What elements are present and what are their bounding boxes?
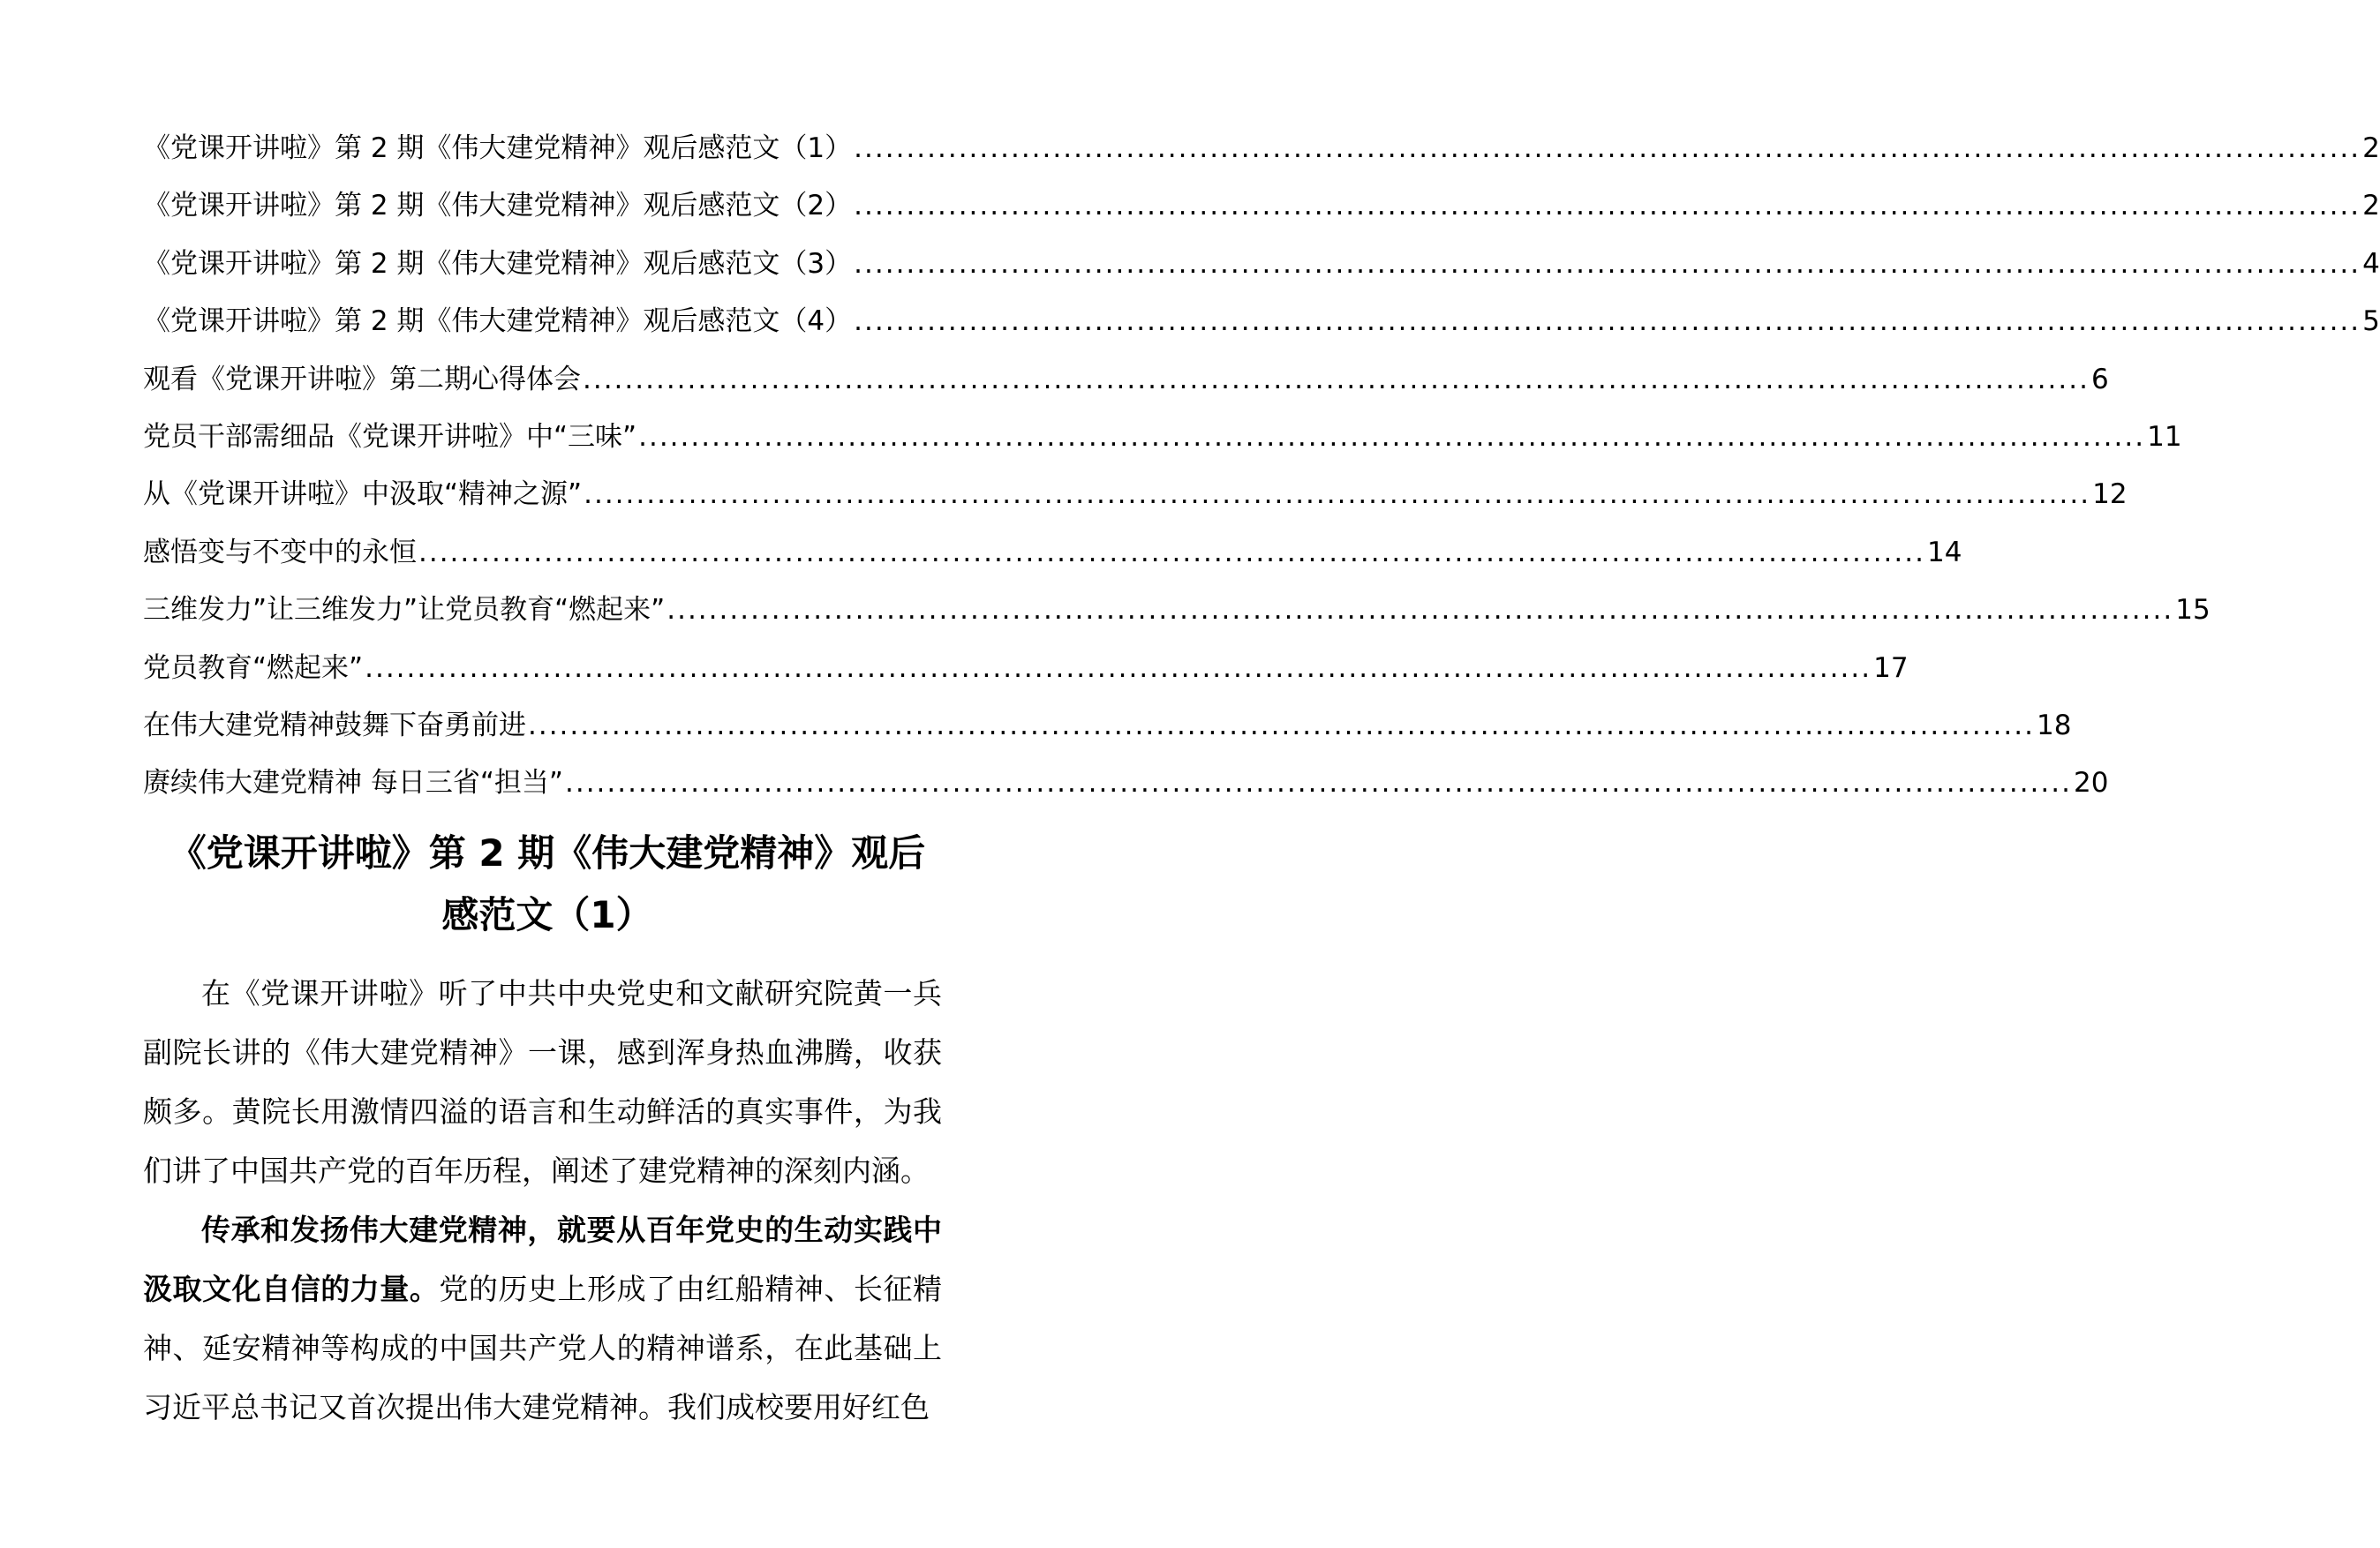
- toc-page-number: 15: [2175, 594, 2211, 627]
- toc-page-number: 17: [1873, 651, 1909, 684]
- toc-dot-leader: ................................................................................................................................................: [854, 305, 2361, 338]
- table-of-contents: [143, 132, 2380, 825]
- toc-dot-leader: ................................................................................................................................................: [418, 536, 1925, 568]
- toc-entry-title: 赓续伟大建党精神 每日三省“担当”: [143, 767, 563, 800]
- toc-page-number: 2: [2362, 190, 2380, 222]
- toc-entry[interactable]: [143, 478, 2128, 536]
- emphasis-text: 传承和发扬伟大建党精神，就要从百年党史的生动实践中汲取文化自信的力量。: [143, 1213, 942, 1306]
- toc-page-number: 11: [2147, 420, 2182, 453]
- toc-entry[interactable]: [143, 709, 2072, 767]
- toc-entry-title: 从《党课开讲啦》中汲取“精神之源”: [143, 478, 583, 511]
- toc-entry[interactable]: [143, 651, 1909, 710]
- toc-entry[interactable]: [143, 247, 2380, 305]
- toc-page-number: 5: [2362, 305, 2380, 338]
- toc-dot-leader: ................................................................................................................................................: [528, 709, 2035, 741]
- toc-entry-title: 在伟大建党精神鼓舞下奋勇前进: [143, 709, 526, 741]
- toc-entry[interactable]: [143, 767, 2109, 824]
- toc-entry[interactable]: [143, 420, 2182, 478]
- toc-page-number: 12: [2092, 478, 2128, 511]
- toc-entry-title: 《党课开讲啦》第 2 期《伟大建党精神》观后感范文（1）: [143, 132, 853, 164]
- article-title: [132, 823, 962, 946]
- toc-entry-title: 党员教育“燃起来”: [143, 651, 364, 684]
- toc-dot-leader: ................................................................................................................................................: [854, 132, 2361, 164]
- toc-dot-leader: ................................................................................................................................................: [365, 651, 1872, 684]
- toc-dot-leader: ................................................................................................................................................: [584, 478, 2091, 511]
- toc-page-number: 18: [2036, 709, 2072, 741]
- toc-entry[interactable]: [143, 536, 1962, 594]
- toc-dot-leader: ................................................................................................................................................: [583, 363, 2090, 395]
- article-body: [143, 964, 942, 1437]
- toc-dot-leader: ................................................................................................................................................: [564, 767, 2072, 800]
- toc-page-number: 2: [2362, 132, 2380, 164]
- toc-dot-leader: ................................................................................................................................................: [854, 247, 2361, 280]
- toc-dot-leader: ................................................................................................................................................: [854, 190, 2361, 222]
- toc-entry[interactable]: [143, 190, 2380, 247]
- toc-page-number: 20: [2073, 767, 2109, 800]
- toc-entry-title: 观看《党课开讲啦》第二期心得体会: [143, 363, 581, 395]
- article-title-line-2: 感范文（1）: [441, 893, 653, 936]
- toc-entry[interactable]: [143, 305, 2380, 363]
- body-paragraph: 在《党课开讲啦》听了中共中央党史和文献研究院黄一兵副院长讲的《伟大建党精神》一课，感到浑身热血沸腾，收获颇多。黄院长用激情四溢的语言和生动鲜活的真实事件，为我们讲了中国共产党的百年历程，阐述了建党精神的深刻内涵。: [143, 976, 942, 1188]
- toc-entry-title: 三维发力”让三维发力”让党员教育“燃起来”: [143, 594, 666, 627]
- toc-entry[interactable]: [143, 132, 2380, 190]
- toc-entry-title: 《党课开讲啦》第 2 期《伟大建党精神》观后感范文（4）: [143, 305, 853, 338]
- toc-dot-leader: ................................................................................................................................................: [667, 594, 2174, 627]
- paragraph-text: 党的历史上形成了由红船精神、长征精神、延安精神等构成的中国共产党人的精神谱系，在此基础上习近平总书记又首次提出伟大建党精神。我们成校要用好红色: [143, 1272, 943, 1424]
- toc-entry-title: 《党课开讲啦》第 2 期《伟大建党精神》观后感范文（2）: [143, 190, 853, 222]
- article-title-line-1: 《党课开讲啦》第 2 期《伟大建党精神》观后: [169, 831, 926, 875]
- toc-page-number: 6: [2090, 363, 2109, 395]
- toc-entry-title: 《党课开讲啦》第 2 期《伟大建党精神》观后感范文（3）: [143, 247, 853, 280]
- toc-entry[interactable]: [143, 594, 2211, 651]
- toc-entry-title: 感悟变与不变中的永恒: [143, 536, 417, 568]
- toc-dot-leader: ................................................................................................................................................: [638, 420, 2146, 453]
- body-paragraph: [143, 1200, 942, 1437]
- toc-page-number: 14: [1926, 536, 1962, 568]
- toc-entry[interactable]: [143, 363, 2109, 421]
- toc-page-number: 4: [2362, 247, 2380, 280]
- toc-entry-title: 党员干部需细品《党课开讲啦》中“三味”: [143, 420, 637, 453]
